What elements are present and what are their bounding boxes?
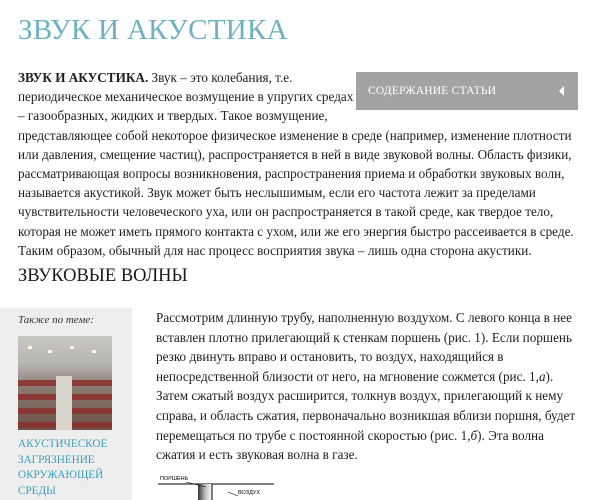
related-article-link[interactable]: АКУСТИЧЕСКОЕ ЗАГРЯЗНЕНИЕ ОКРУЖАЮЩЕЙ СРЕДЫ xyxy=(18,438,108,497)
figure-1 xyxy=(156,470,276,500)
figure-ref-b: б xyxy=(470,427,478,443)
section-heading: ЗВУКОВЫЕ ВОЛНЫ xyxy=(18,266,188,286)
thumb-detail xyxy=(56,376,72,430)
piston xyxy=(198,484,212,500)
page-title: ЗВУК И АКУСТИКА xyxy=(18,14,288,46)
section-paragraph xyxy=(156,308,580,465)
label-air: ВОЗДУХ xyxy=(238,490,261,496)
thumb-detail xyxy=(70,346,74,349)
thumb-detail xyxy=(92,350,96,353)
toc-space xyxy=(354,68,584,110)
piston-tube-diagram xyxy=(156,470,276,500)
thumb-detail xyxy=(48,350,52,353)
related-sidebar xyxy=(0,308,132,500)
paragraph-text: ). Эта волна сжатия и есть звуковая волна в газе. xyxy=(156,427,544,463)
intro-paragraph xyxy=(18,68,584,260)
paragraph-text: Рассмотрим длинную трубу, наполненную воздухом. С левого конца в нее вставлен плотно прилегающий к стенкам поршень (рис. 1). Если поршень резко двинуть вправо и остановить, то воздух, находящийся в непосредственной близости от него, на мгновение сожмется (рис. 1, xyxy=(156,310,573,384)
paragraph-text: ). Затем сжатый воздух расширится, толкнув воздух, прилегающий к нему справа, и область сжатия, первоначально возникшая вблизи поршня, будет перемещаться по трубе с постоянной скоростью (рис. 1, xyxy=(156,368,576,443)
thumb-detail xyxy=(28,346,32,349)
leader-line xyxy=(228,492,238,496)
intro-text: Звук – это колебания, т.е. периодическое механическое возмущение в упругих средах – газообразных, жидких и твердых. Такое возмущение, представляющее собой некоторое физическое изменение в среде (например, изменение плотности или давления, смещение частиц), распространяется в ней в виде звуковой волны. Область физики, рассматривающая вопросы возникновения, распространения приема и обработки звуковых волн, называется акустикой. Звук может быть неслышимым, если его частота лежит за пределами чувствительности человеческого уха, или он распространяется в такой среде, как твердое тело, которая не может иметь прямого контакта с ухом, или же его энергия быстро рассеивается в среде. Таким образом, обычный для нас процесс восприятия звука – лишь одна сторона акустики. xyxy=(18,70,574,258)
related-label: Также по теме: xyxy=(18,314,94,326)
label-piston: ПОРШЕНЬ xyxy=(160,476,189,482)
intro-term: ЗВУК И АКУСТИКА. xyxy=(18,70,149,85)
related-thumbnail[interactable] xyxy=(18,336,112,430)
toc-label: СОДЕРЖАНИЕ СТАТЬИ xyxy=(368,85,497,97)
figure-ref-a: а xyxy=(538,368,546,384)
